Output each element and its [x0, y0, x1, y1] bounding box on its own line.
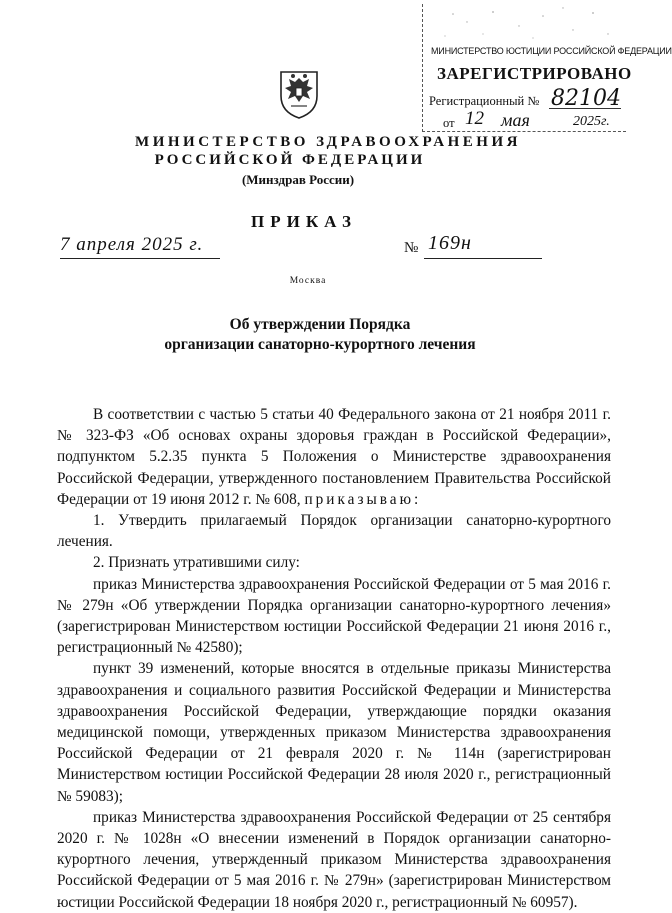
order-directive: приказываю:: [304, 490, 422, 508]
stamp-ministry-name: МИНИСТЕРСТВО ЮСТИЦИИ РОССИЙСКОЙ ФЕДЕРАЦИИ: [431, 46, 672, 56]
ministry-short-name: (Минздрав России): [241, 172, 355, 187]
order-number-label: №: [404, 240, 419, 256]
order-body: [57, 404, 611, 913]
stamp-date-day-handwritten: 12: [465, 108, 484, 129]
paragraph-repeal-heading: 2. Признать утратившими силу:: [93, 554, 300, 572]
paragraph-approve: 1. Утвердить прилагаемый Порядок организации санаторно-курортного лечения.: [57, 512, 611, 551]
city-label: Москва: [289, 276, 327, 286]
ministry-name-line1: МИНИСТЕРСТВО ЗДРАВООХРАНЕНИЯ: [135, 134, 521, 150]
registration-stamp: [422, 4, 672, 132]
stamp-regnum-handwritten: 82104: [551, 86, 621, 111]
ministry-name-line2: РОССИЙСКОЙ ФЕДЕРАЦИИ: [154, 152, 426, 168]
stamp-registered-label: ЗАРЕГИСТРИРОВАНО: [437, 64, 632, 83]
paragraph-legal-basis-text: В соответствии с частью 5 статьи 40 Федерального закона от 21 ноября 2011 г. № 323-ФЗ «Об основах охраны здоровья граждан в Российской Федерации», подпунктом 5.2.35 пункта 5 Положения о Министерстве здравоохранения Российской Федерации, утвержденного постановлением Правительства Российской Федерации от 19 июня 2012 г. № 608,: [57, 406, 611, 508]
stamp-regnum-label: Регистрационный №: [429, 94, 540, 108]
state-emblem-icon: [277, 66, 321, 120]
stamp-date-year: 2025г.: [573, 114, 610, 129]
subject-line1: Об утверждении Порядка: [229, 316, 411, 333]
stamp-date-prefix: от: [443, 116, 455, 130]
paragraph-repeal-item-2: пункт 39 изменений, которые вносятся в отдельные приказы Министерства здравоохранения и социального развития Российской Федерации и Министерства здравоохранения Российской Федерации, утверждающие порядки оказания медицинской помощи, утвержденных приказом Министерства здравоохранения Российской Федерации от 21 февраля 2020 г. № 114н (зарегистрирован Министерством юстиции Российской Федерации 28 июля 2020 г., регистрационный № 59083);: [57, 660, 611, 805]
order-number-handwritten: 169н: [428, 232, 472, 254]
stamp-noise-texture: [423, 4, 627, 44]
subject-line2: организации санаторно-курортного лечения: [164, 336, 476, 353]
paragraph-legal-basis: [57, 404, 611, 510]
stamp-regnum-underline: [549, 108, 621, 109]
paragraph-repeal-item-3: приказ Министерства здравоохранения Российской Федерации от 25 сентября 2020 г. № 1028н «О внесении изменений в Порядок организации санаторно-курортного лечения, утвержденный приказом Министерства здравоохранения Российской Федерации от 5 мая 2016 г. № 279н» (зарегистрирован Министерством юстиции Российской Федерации 18 ноября 2020 г., регистрационный № 60957).: [57, 808, 611, 911]
stamp-date-month-handwritten: мая: [501, 110, 530, 130]
order-date-underline: [60, 258, 220, 259]
order-number-underline: [424, 258, 542, 259]
order-title: ПРИКАЗ: [251, 212, 357, 231]
paragraph-repeal-item-1: приказ Министерства здравоохранения Российской Федерации от 5 мая 2016 г. № 279н «Об утверждении Порядка организации санаторно-курортного лечения» (зарегистрирован Министерством юстиции Российской Федерации 21 июня 2016 г., регистрационный № 42580);: [57, 575, 611, 657]
order-date-handwritten: 7 апреля 2025 г.: [60, 234, 204, 255]
